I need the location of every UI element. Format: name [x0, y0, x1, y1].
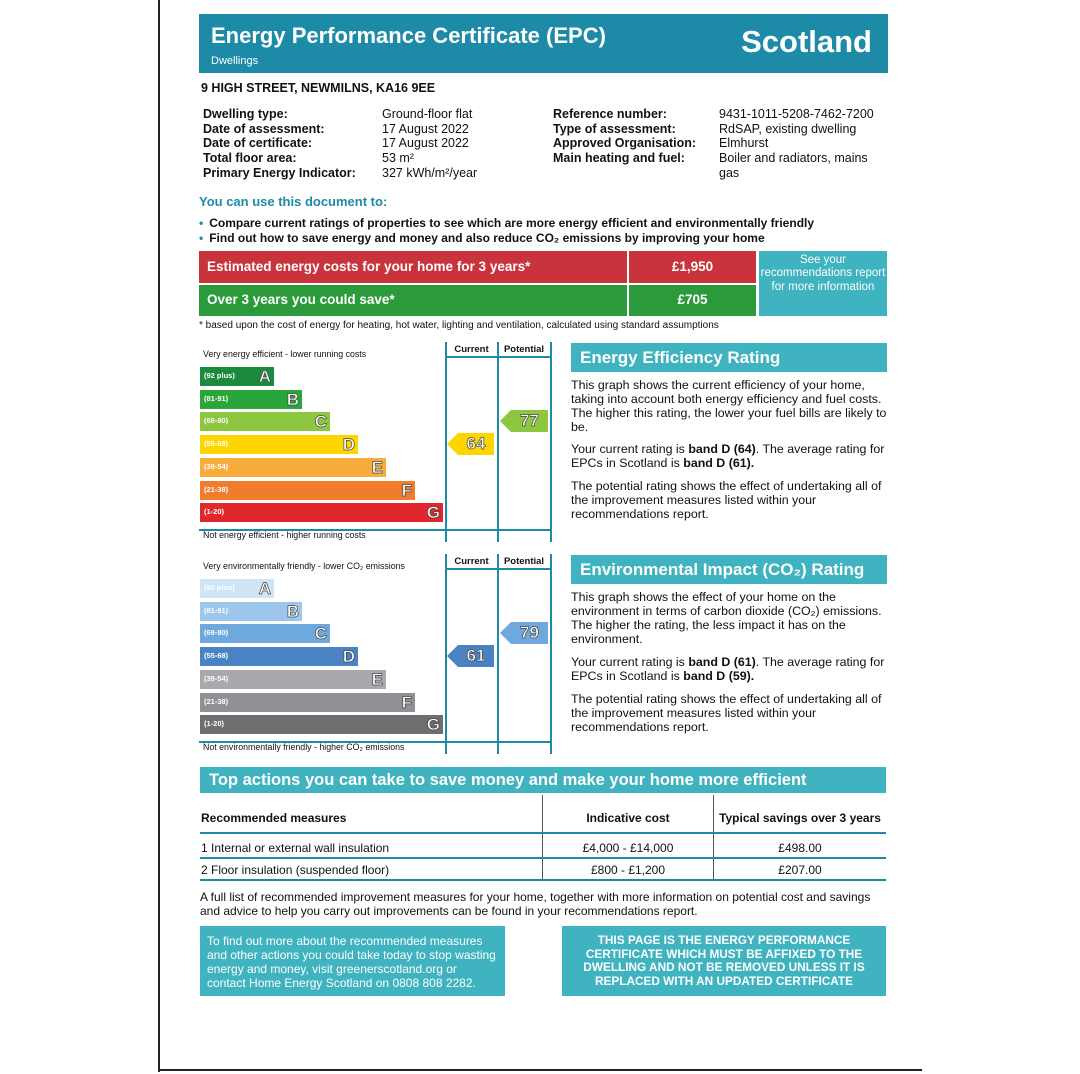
detail-label: Total floor area:	[203, 151, 297, 166]
eir-paragraph-3: The potential rating shows the effect of undertaking all of the improvement measures listed within your recommendations report.	[571, 692, 882, 735]
header-typical-savings: Typical savings over 3 years	[719, 811, 881, 825]
eir-p2-d: band D (59).	[683, 669, 755, 684]
detail-value: 17 August 2022	[382, 121, 469, 136]
rating-band-f	[200, 481, 415, 500]
energy-efficiency-title: Energy Efficiency Rating	[571, 343, 887, 372]
band-letter: F	[401, 480, 412, 500]
chart-top-note: Very energy efficient - lower running costs	[203, 349, 367, 359]
potential-rating-arrow	[500, 622, 548, 644]
estimated-cost-label: Estimated energy costs for your home for 3 years*	[199, 251, 627, 283]
detail-label: Main heating and fuel:	[553, 151, 685, 166]
band-letter: G	[426, 715, 440, 735]
band-range: (55-68)	[204, 439, 229, 449]
estimated-cost-value: £1,950	[629, 251, 756, 283]
chart-column-line	[497, 554, 499, 754]
certificate-header	[199, 14, 888, 73]
current-rating-arrow	[447, 645, 494, 667]
eir-paragraph-2	[571, 655, 887, 683]
detail-value: 327 kWh/m²/year	[382, 165, 478, 180]
chart-top-note: Very environmentally friendly - lower CO₂ emissions	[203, 561, 405, 571]
chart-potential-header: Potential	[503, 344, 545, 355]
band-letter: E	[371, 669, 383, 689]
eer-p2-b: band D (64)	[688, 442, 756, 456]
eer-paragraph-3: The potential rating shows the effect of undertaking all of the improvement measures listed within your recommendations report.	[571, 479, 882, 522]
band-range: (21-38)	[204, 696, 229, 706]
use-document-title: You can use this document to:	[199, 194, 388, 209]
rating-band-d	[200, 435, 358, 454]
rating-band-f	[200, 693, 415, 712]
action-measure: 2 Floor insulation (suspended floor)	[201, 863, 390, 877]
eer-p2-a: Your current rating is	[571, 442, 689, 456]
savings-value: £705	[629, 285, 756, 316]
page-bottom-edge	[158, 1069, 922, 1071]
cost-footnote: * based upon the cost of energy for heating, hot water, lighting and ventilation, calculated using standard assumptions	[199, 320, 719, 331]
header-indicative-cost: Indicative cost	[586, 811, 670, 825]
band-letter: C	[314, 624, 327, 644]
environmental-impact-chart	[199, 554, 553, 756]
rating-band-e	[200, 458, 386, 477]
chart-potential-header: Potential	[503, 556, 545, 567]
see-recommendations-note: See your recommendations report for more information	[759, 251, 887, 316]
bullet-text: Find out how to save energy and money and also reduce CO₂ emissions by improving your home	[209, 231, 765, 245]
detail-label: Date of certificate:	[203, 136, 313, 151]
detail-value: RdSAP, existing dwelling	[719, 121, 857, 136]
band-range: (69-80)	[204, 628, 229, 638]
action-cost: £800 - £1,200	[590, 863, 666, 877]
chart-current-header: Current	[454, 344, 489, 355]
band-letter: E	[371, 457, 383, 477]
current-rating-arrow-tip	[447, 433, 458, 455]
action-measure: 1 Internal or external wall insulation	[201, 841, 390, 855]
band-range: (1-20)	[204, 719, 225, 729]
action-saving: £207.00	[778, 863, 822, 877]
current-rating-arrow	[447, 433, 494, 455]
certificate-subtitle: Dwellings	[211, 55, 259, 67]
chart-header-line	[445, 356, 552, 358]
band-letter: A	[258, 579, 271, 598]
energy-efficiency-chart	[199, 342, 553, 544]
rating-band-c	[200, 412, 330, 431]
rating-band-g	[200, 503, 443, 522]
current-rating-arrow-tip	[447, 645, 458, 667]
top-actions-title: Top actions you can take to save money and make your home more efficient	[200, 767, 886, 793]
detail-value: Elmhurst	[719, 136, 769, 151]
potential-rating-arrow-value: 77	[511, 410, 548, 432]
band-range: (55-68)	[204, 651, 229, 661]
action-saving: £498.00	[778, 841, 822, 855]
band-letter: D	[342, 435, 355, 455]
detail-value: 17 August 2022	[382, 136, 469, 151]
band-range: (69-80)	[204, 416, 229, 426]
eir-p2-a: Your current rating is	[571, 655, 689, 669]
page-left-edge	[158, 0, 160, 1072]
band-range: (39-54)	[204, 461, 229, 471]
certificate-title: Energy Performance Certificate (EPC)	[211, 23, 606, 48]
detail-label: Primary Energy Indicator:	[203, 165, 356, 180]
rating-band-e	[200, 670, 386, 689]
rating-band-g	[200, 715, 443, 734]
eer-p2-d: band D (61).	[683, 456, 755, 471]
band-range: (1-20)	[204, 507, 225, 517]
header-recommended-measures: Recommended measures	[201, 811, 347, 825]
country-label: Scotland	[741, 24, 872, 59]
actions-rule	[200, 857, 886, 859]
band-range: (81-91)	[204, 605, 229, 615]
detail-label: Reference number:	[553, 107, 667, 121]
eer-paragraph-1: This graph shows the current efficiency of your home, taking into account both energy efficiency and fuel costs. The higher this rating, the lower your fuel bills are likely to be.	[571, 378, 887, 435]
eer-p2-c: . The average rating for EPCs in Scotland is	[571, 442, 885, 471]
chart-column-line	[497, 342, 499, 542]
eir-paragraph-1: This graph shows the effect of your home on the environment in terms of carbon dioxide (CO₂) emissions. The higher the rating, the less impact it has on the environment.	[571, 590, 882, 647]
current-rating-arrow-value: 64	[458, 433, 494, 455]
band-letter: F	[401, 692, 412, 712]
band-range: (81-91)	[204, 393, 229, 403]
band-range: (39-54)	[204, 673, 229, 683]
rating-band-d	[200, 647, 358, 666]
actions-rule	[200, 879, 886, 881]
potential-rating-arrow-tip	[500, 410, 511, 432]
detail-label: Type of assessment:	[553, 121, 676, 136]
chart-header-line	[445, 568, 552, 570]
bullet-item	[199, 216, 814, 231]
potential-rating-arrow-tip	[500, 622, 511, 644]
actions-rule	[200, 832, 886, 834]
bullet-dot-icon: •	[199, 216, 204, 230]
certificate-notice-box: THIS PAGE IS THE ENERGY PERFORMANCE CERTIFICATE WHICH MUST BE AFFIXED TO THE DWELLING AND NOT BE REMOVED UNLESS IT IS REPLACED WITH AN UPDATED CERTIFICATE	[562, 926, 886, 996]
detail-value-cont: gas	[719, 165, 740, 180]
rating-band-b	[200, 390, 302, 409]
rating-band-a	[200, 579, 274, 598]
chart-bottom-note: Not environmentally friendly - higher CO₂ emissions	[203, 742, 405, 752]
savings-label: Over 3 years you could save*	[199, 285, 627, 316]
potential-rating-arrow	[500, 410, 548, 432]
band-letter: B	[286, 389, 299, 409]
detail-value: 9431-1011-5208-7462-7200	[719, 107, 874, 121]
band-range: (92 plus)	[204, 371, 235, 380]
action-cost: £4,000 - £14,000	[582, 841, 674, 855]
band-letter: B	[286, 601, 299, 621]
bullet-dot-icon: •	[199, 231, 204, 245]
chart-column-line	[550, 554, 552, 754]
rating-band-c	[200, 624, 330, 643]
band-letter: G	[426, 503, 440, 523]
chart-current-header: Current	[454, 556, 489, 567]
detail-value: Boiler and radiators, mains	[719, 151, 868, 166]
detail-label: Dwelling type:	[203, 107, 288, 121]
rating-band-a	[200, 367, 274, 386]
environmental-impact-title: Environmental Impact (CO₂) Rating	[571, 555, 887, 584]
eir-p2-c: . The average rating for EPCs in Scotland is	[571, 655, 885, 684]
band-letter: D	[342, 647, 355, 667]
band-letter: A	[258, 367, 271, 386]
find-out-more-box: To find out more about the recommended measures and other actions you could take today to stop wasting energy and money, visit greenerscotland.org or contact Home Energy Scotland on 0808 808 2282.	[200, 926, 505, 996]
detail-label: Date of assessment:	[203, 121, 325, 136]
potential-rating-arrow-value: 79	[511, 622, 548, 644]
detail-value: 53 m²	[382, 151, 414, 166]
use-bullets	[199, 216, 814, 246]
detail-value: Ground-floor flat	[382, 107, 473, 121]
band-range: (21-38)	[204, 484, 229, 494]
detail-label: Approved Organisation:	[553, 136, 697, 151]
chart-column-line	[550, 342, 552, 542]
current-rating-arrow-value: 61	[458, 645, 494, 667]
property-address: 9 HIGH STREET, NEWMILNS, KA16 9EE	[201, 81, 436, 95]
eer-paragraph-2	[571, 442, 887, 470]
chart-bottom-note: Not energy efficient - higher running costs	[203, 530, 366, 540]
bullet-text: Compare current ratings of properties to see which are more energy efficient and environmentally friendly	[209, 216, 815, 230]
full-list-note: A full list of recommended improvement measures for your home, together with more information on potential cost and savings and advice to help you carry out improvements can be found in your recommendations report.	[200, 890, 871, 918]
rating-band-b	[200, 602, 302, 621]
eir-p2-b: band D (61)	[688, 655, 756, 669]
band-letter: C	[314, 412, 327, 432]
bullet-item	[199, 231, 814, 246]
band-range: (92 plus)	[204, 583, 235, 592]
